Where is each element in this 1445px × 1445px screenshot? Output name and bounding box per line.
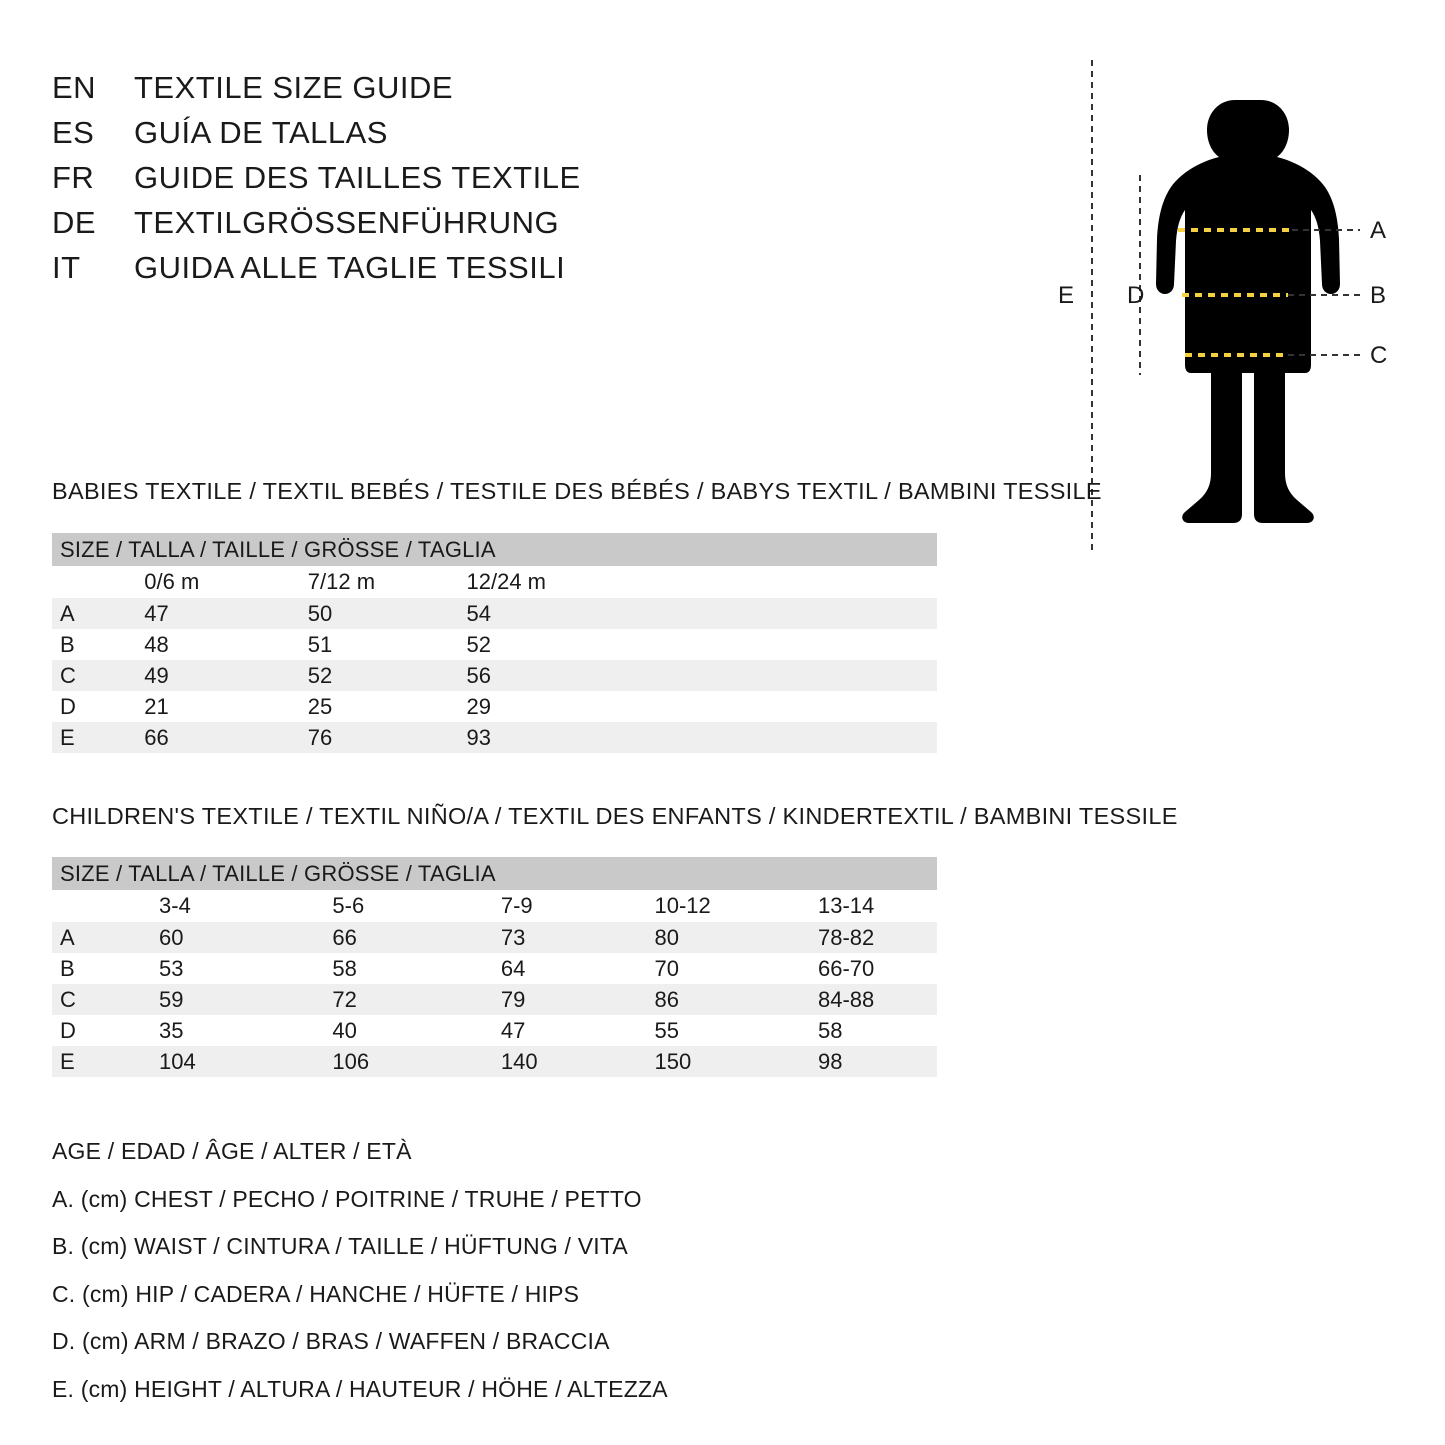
children-row-label-b: B <box>52 953 159 984</box>
children-c-1: 72 <box>332 984 500 1015</box>
children-corner-cell <box>52 890 159 922</box>
babies-a-1: 50 <box>308 598 467 629</box>
children-e-1: 106 <box>332 1046 500 1077</box>
children-a-2: 73 <box>501 922 655 953</box>
title-row-de <box>52 205 752 241</box>
title-row-en <box>52 70 752 106</box>
babies-b-1: 51 <box>308 629 467 660</box>
children-a-3: 80 <box>654 922 818 953</box>
children-row-label-c: C <box>52 984 159 1015</box>
table-row <box>52 722 937 753</box>
babies-d-2: 29 <box>467 691 937 722</box>
legend-line-d: D. (cm) ARM / BRAZO / BRAS / WAFFEN / BRACCIA <box>52 1328 610 1354</box>
children-e-2: 140 <box>501 1046 655 1077</box>
figure-label-b: B <box>1370 282 1387 309</box>
title-row-it <box>52 250 752 286</box>
children-row-label-d: D <box>52 1015 159 1046</box>
babies-e-1: 76 <box>308 722 467 753</box>
children-col-4: 13-14 <box>818 890 937 922</box>
legend-line-age: AGE / EDAD / ÂGE / ALTER / ETÀ <box>52 1138 412 1164</box>
babies-corner-cell <box>52 566 144 598</box>
babies-column-header-row <box>52 566 937 598</box>
babies-band-label: SIZE / TALLA / TAILLE / GRÖSSE / TAGLIA <box>52 533 937 566</box>
table-row <box>52 1015 937 1046</box>
babies-d-1: 25 <box>308 691 467 722</box>
measurement-legend <box>52 1138 668 1423</box>
children-d-3: 55 <box>654 1015 818 1046</box>
table-row <box>52 922 937 953</box>
babies-a-2: 54 <box>467 598 937 629</box>
figure-label-c: C <box>1370 342 1388 369</box>
babies-row-label-e: E <box>52 722 144 753</box>
children-section-title: CHILDREN'S TEXTILE / TEXTIL NIÑO/A / TEXTIL DES ENFANTS / KINDERTEXTIL / BAMBINI TESSILE <box>52 803 1178 829</box>
babies-section-title: BABIES TEXTILE / TEXTIL BEBÉS / TESTILE DES BÉBÉS / BABYS TEXTIL / BAMBINI TESSILE <box>52 478 1102 504</box>
children-b-4: 66-70 <box>818 953 937 984</box>
table-row <box>52 953 937 984</box>
children-b-2: 64 <box>501 953 655 984</box>
legend-line-c: C. (cm) HIP / CADERA / HANCHE / HÜFTE / HIPS <box>52 1280 580 1307</box>
table-row <box>52 1046 937 1077</box>
babies-col-1: 7/12 m <box>308 566 467 598</box>
title-text-it: GUIDA ALLE TAGLIE TESSILI <box>134 250 566 285</box>
title-row-es <box>52 115 752 151</box>
children-col-3: 10-12 <box>654 890 818 922</box>
title-row-fr <box>52 160 752 196</box>
children-b-3: 70 <box>654 953 818 984</box>
title-lang-de: DE <box>52 205 97 240</box>
legend-line-a: A. (cm) CHEST / PECHO / POITRINE / TRUHE / PETTO <box>52 1185 642 1212</box>
child-silhouette-icon <box>1156 100 1340 523</box>
children-band-row <box>52 857 937 890</box>
figure-label-a: A <box>1370 217 1387 244</box>
table-row <box>52 660 937 691</box>
children-d-4: 58 <box>818 1015 937 1046</box>
children-a-4: 78-82 <box>818 922 937 953</box>
babies-row-label-d: D <box>52 691 144 722</box>
babies-row-label-a: A <box>52 598 144 629</box>
table-row <box>52 629 937 660</box>
children-size-table <box>52 857 937 1077</box>
title-text-de: TEXTILGRÖSSENFÜHRUNG <box>134 205 560 240</box>
babies-col-2: 12/24 m <box>467 566 937 598</box>
children-row-label-e: E <box>52 1046 159 1077</box>
babies-band-row <box>52 533 937 566</box>
title-text-en: TEXTILE SIZE GUIDE <box>134 70 454 105</box>
title-block <box>52 70 752 295</box>
children-b-1: 58 <box>332 953 500 984</box>
children-e-0: 104 <box>159 1046 332 1077</box>
children-e-3: 150 <box>654 1046 818 1077</box>
babies-c-2: 56 <box>467 660 937 691</box>
figure-label-e: E <box>1058 282 1075 309</box>
babies-e-2: 93 <box>467 722 937 753</box>
babies-c-1: 52 <box>308 660 467 691</box>
babies-a-0: 47 <box>144 598 308 629</box>
babies-c-0: 49 <box>144 660 308 691</box>
children-c-3: 86 <box>654 984 818 1015</box>
children-e-4: 98 <box>818 1046 937 1077</box>
babies-col-0: 0/6 m <box>144 566 308 598</box>
children-d-2: 47 <box>501 1015 655 1046</box>
title-lang-it: IT <box>52 250 81 285</box>
table-row <box>52 984 937 1015</box>
legend-line-b: B. (cm) WAIST / CINTURA / TAILLE / HÜFTUNG / VITA <box>52 1233 628 1259</box>
title-lang-fr: FR <box>52 160 95 195</box>
title-lang-en: EN <box>52 70 97 105</box>
children-col-0: 3-4 <box>159 890 332 922</box>
children-row-label-a: A <box>52 922 159 953</box>
children-a-1: 66 <box>332 922 500 953</box>
babies-e-0: 66 <box>144 722 308 753</box>
babies-d-0: 21 <box>144 691 308 722</box>
title-text-fr: GUIDE DES TAILLES TEXTILE <box>134 160 581 195</box>
figure-label-d: D <box>1127 282 1145 309</box>
children-d-0: 35 <box>159 1015 332 1046</box>
children-c-2: 79 <box>501 984 655 1015</box>
babies-b-2: 52 <box>467 629 937 660</box>
title-lang-es: ES <box>52 115 95 150</box>
children-c-4: 84-88 <box>818 984 937 1015</box>
children-a-0: 60 <box>159 922 332 953</box>
legend-line-e: E. (cm) HEIGHT / ALTURA / HAUTEUR / HÖHE / ALTEZZA <box>52 1375 668 1402</box>
children-col-2: 7-9 <box>501 890 655 922</box>
babies-b-0: 48 <box>144 629 308 660</box>
table-row <box>52 691 937 722</box>
children-b-0: 53 <box>159 953 332 984</box>
children-d-1: 40 <box>332 1015 500 1046</box>
table-row <box>52 598 937 629</box>
babies-row-label-c: C <box>52 660 144 691</box>
children-column-header-row <box>52 890 937 922</box>
children-col-1: 5-6 <box>332 890 500 922</box>
title-text-es: GUÍA DE TALLAS <box>134 115 388 150</box>
babies-row-label-b: B <box>52 629 144 660</box>
children-c-0: 59 <box>159 984 332 1015</box>
children-band-label: SIZE / TALLA / TAILLE / GRÖSSE / TAGLIA <box>52 857 937 890</box>
babies-size-table <box>52 533 937 753</box>
